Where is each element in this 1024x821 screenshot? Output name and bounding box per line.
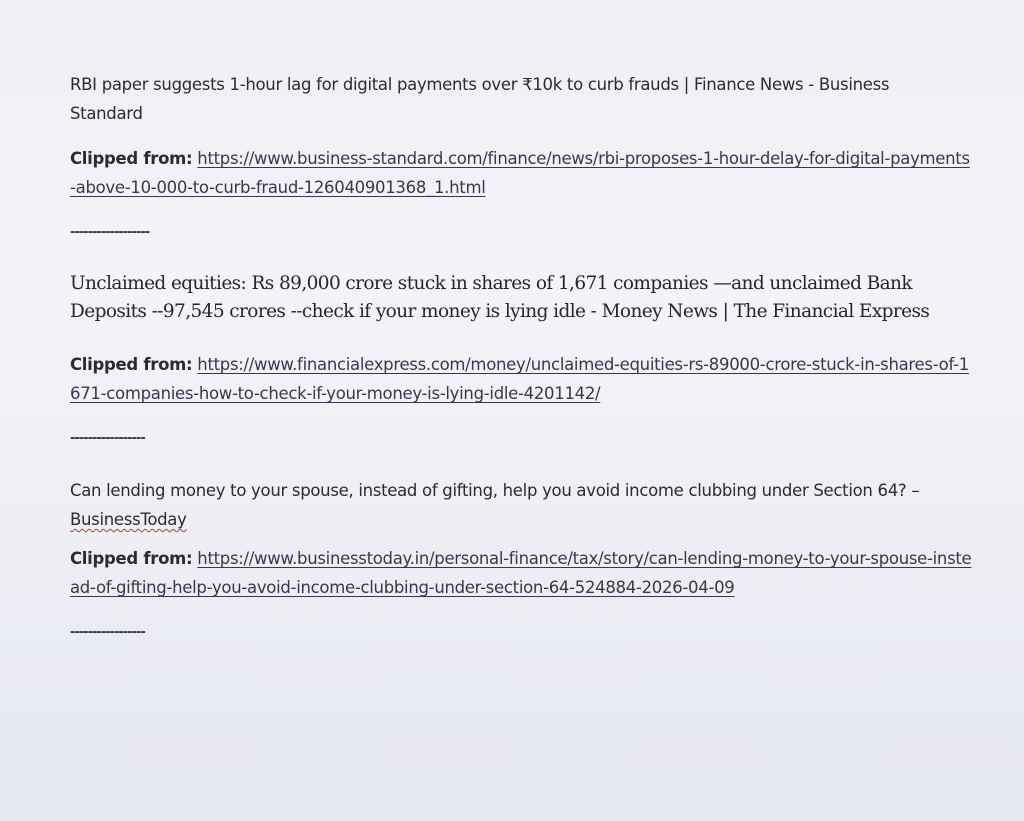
- clip-title: [70, 476, 960, 534]
- clip-title: RBI paper suggests 1-hour lag for digital payments over ₹10k to curb frauds | Finance News - Business Standard: [70, 75, 890, 123]
- separator-line: -----------------: [70, 625, 145, 640]
- clip-title-text: Can lending money to your spouse, instead of gifting, help you avoid income clubbing under Section 64? –: [70, 481, 920, 500]
- clip-entry: [70, 270, 969, 448]
- clip-entry: [70, 476, 972, 642]
- clip-url-link[interactable]: https://www.businesstoday.in/personal-finance/tax/story/can-lending-money-to-your-spouse-instead-of-gifting-help-you-avoid-income-clubbing-under-section-64-524884-2026-04-09: [70, 549, 972, 597]
- clipped-from-label: Clipped from:: [70, 549, 193, 568]
- clip-source: [70, 544, 980, 602]
- separator-line: -----------------: [70, 431, 145, 446]
- clipped-from-label: Clipped from:: [70, 355, 193, 374]
- clip-url-link[interactable]: https://www.financialexpress.com/money/unclaimed-equities-rs-89000-crore-stuck-in-shares-of-1671-companies-how-to-check-if-your-money-is-lying-idle-4201142/: [70, 355, 969, 403]
- clip-url-link[interactable]: https://www.business-standard.com/finance/news/rbi-proposes-1-hour-delay-for-digital-payments-above-10-000-to-curb-fraud-126040901368_1.html: [70, 149, 970, 197]
- clipped-from-label: Clipped from:: [70, 149, 193, 168]
- clip-title: Unclaimed equities: Rs 89,000 crore stuck in shares of 1,671 companies —and unclaimed Bank Deposits --97,545 crores --check if your money is lying idle - Money News | The Financial Express: [70, 273, 930, 322]
- clip-source: [70, 144, 970, 202]
- clip-source: [70, 350, 975, 408]
- clip-title-source: BusinessToday: [70, 510, 187, 529]
- separator-line: ------------------: [70, 225, 150, 240]
- clip-entry: [70, 70, 970, 242]
